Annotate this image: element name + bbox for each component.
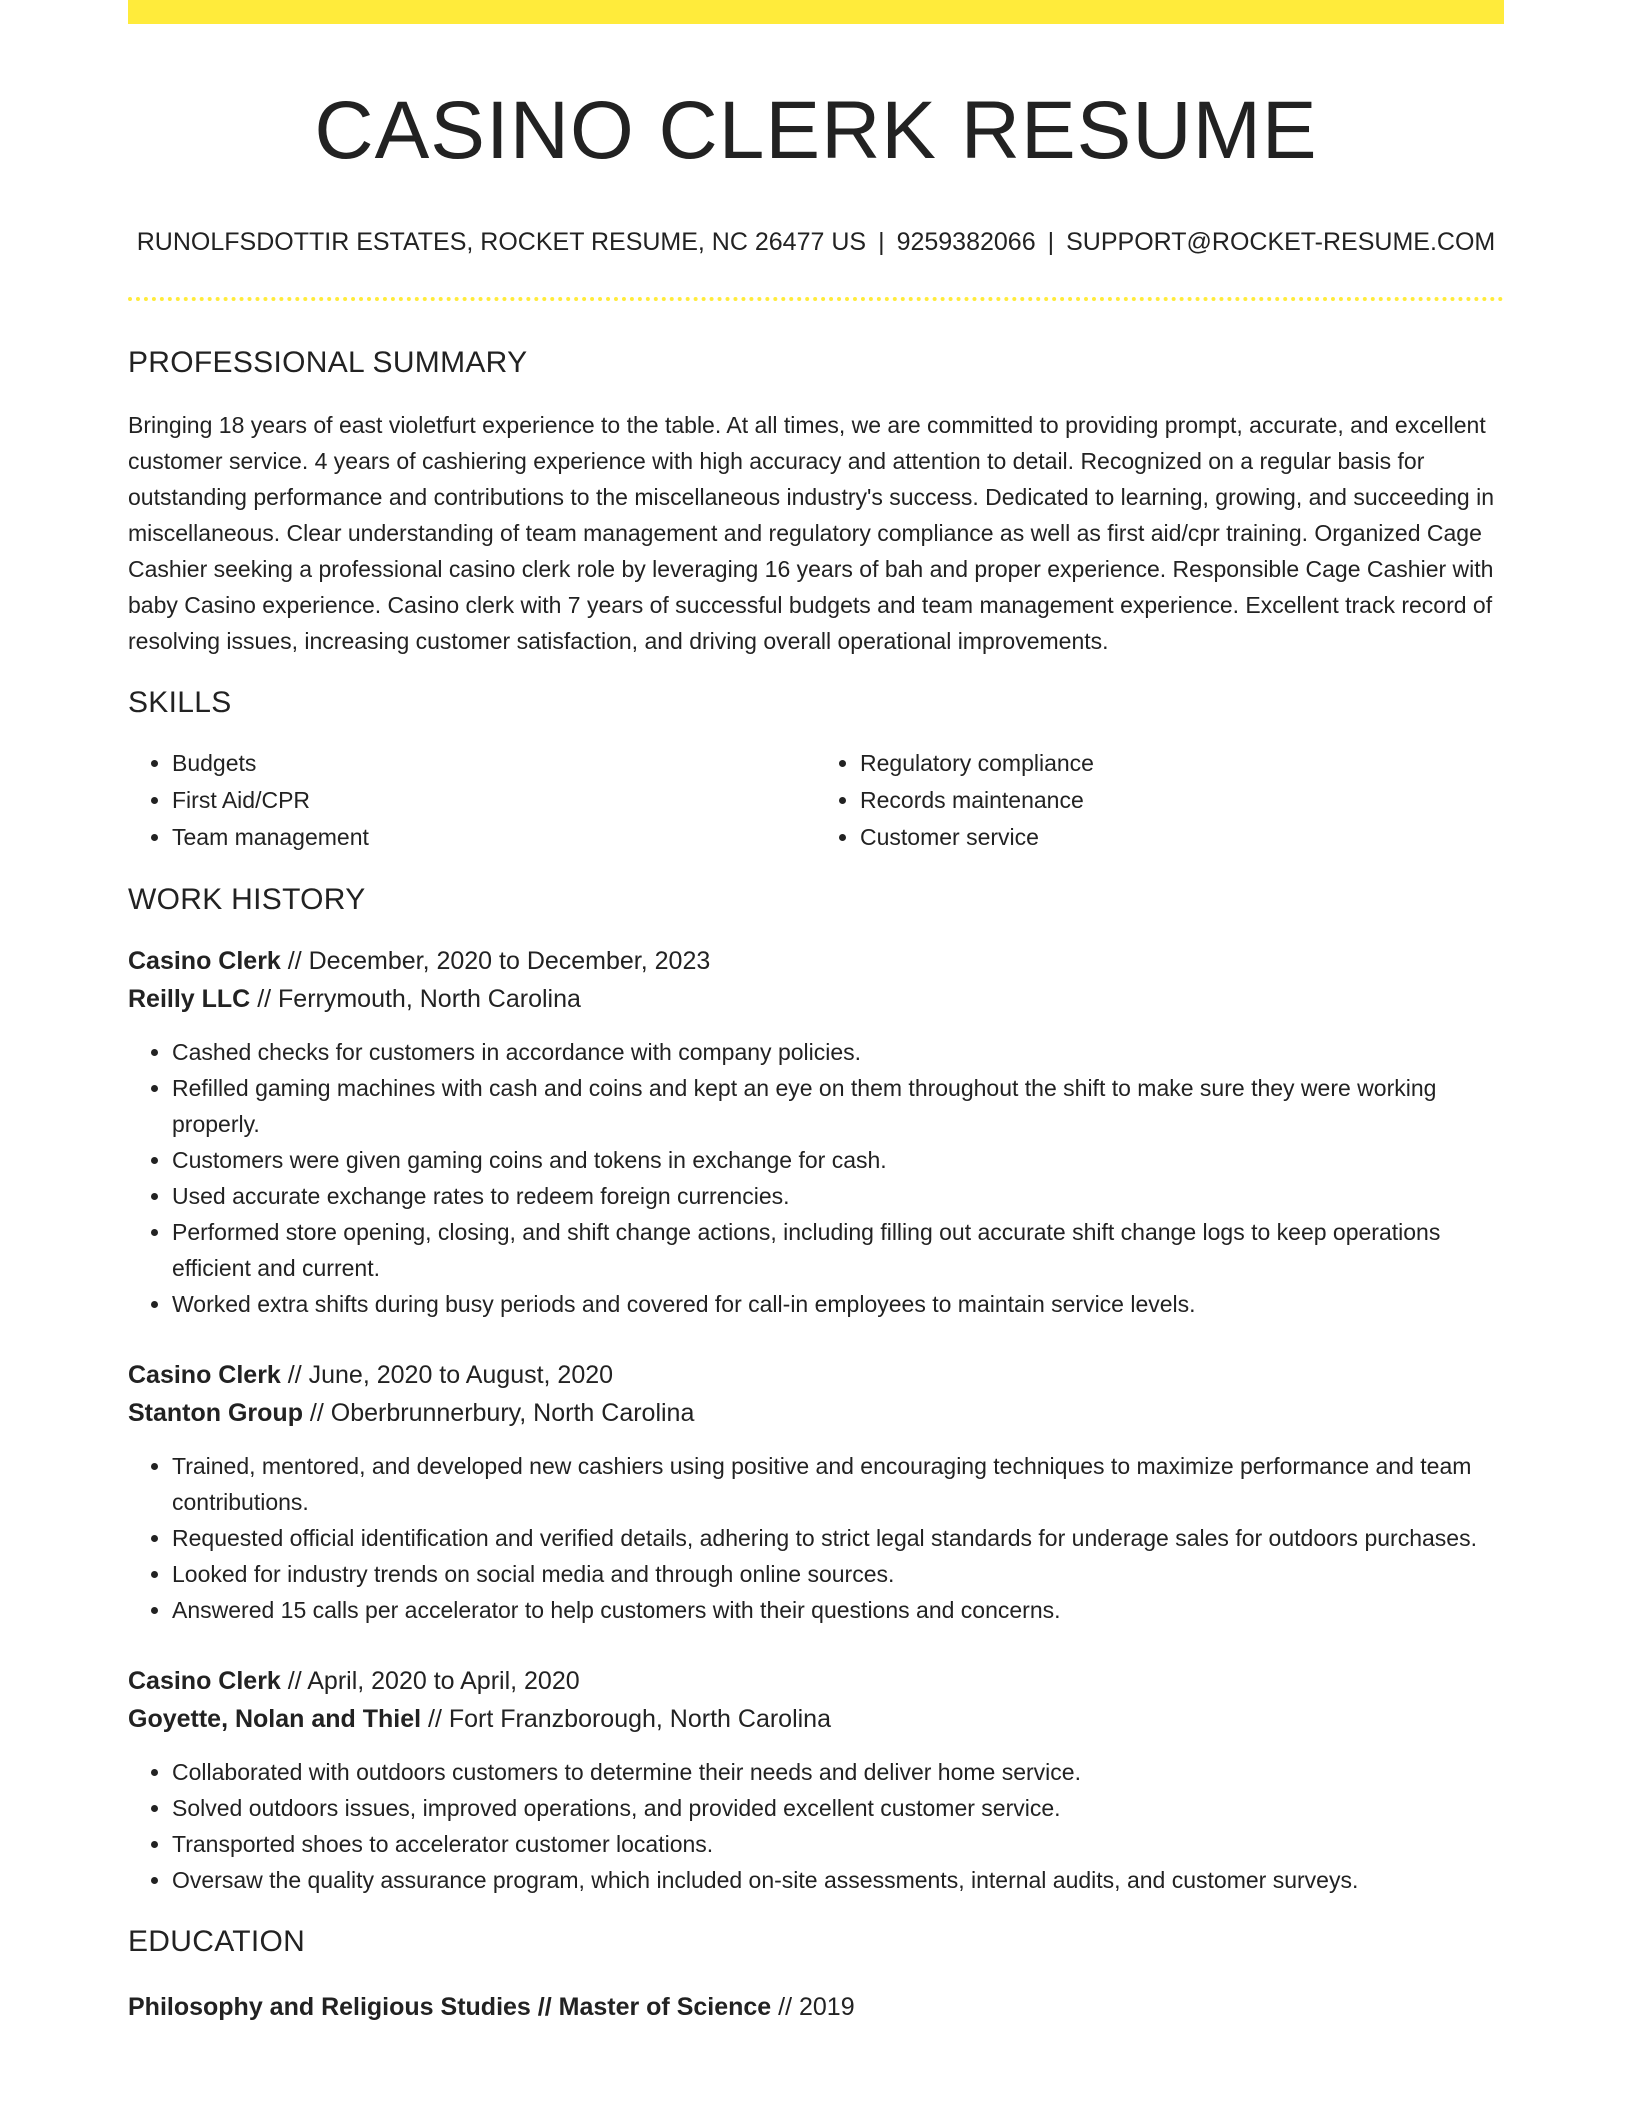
job-title: Casino Clerk (128, 947, 281, 976)
skill-item: • Regulatory compliance (860, 745, 1504, 782)
skills-column-left (128, 745, 816, 856)
page-title: CASINO CLERK RESUME (314, 85, 1318, 176)
job-bullet: • Refilled gaming machines with cash and coins and kept an eye on them throughout the shift to make sure they were working properly. (172, 1070, 1504, 1142)
job-company-line (128, 1394, 1504, 1432)
job-title: Casino Clerk (128, 1361, 281, 1390)
education-heading: EDUCATION (128, 1925, 306, 1959)
job-bullets (128, 1034, 1504, 1322)
job-bullets (128, 1448, 1504, 1628)
work-history-heading: WORK HISTORY (128, 883, 366, 917)
job-title-line (128, 1662, 1504, 1700)
job-bullet: • Looked for industry trends on social media and through online sources. (172, 1556, 1504, 1592)
contact-email: SUPPORT@ROCKET-RESUME.COM (1066, 228, 1496, 257)
job-dates: // December, 2020 to December, 2023 (280, 947, 711, 976)
contact-phone: 9259382066 (896, 228, 1036, 257)
summary-heading: PROFESSIONAL SUMMARY (128, 346, 528, 380)
resume-page (128, 0, 1504, 2026)
job-bullet: • Collaborated with outdoors customers to determine their needs and deliver home service. (172, 1754, 1504, 1790)
job-bullet: • Used accurate exchange rates to redeem foreign currencies. (172, 1178, 1504, 1214)
job-company-line (128, 980, 1504, 1018)
education-separator: // (530, 1993, 559, 2022)
top-accent-bar (128, 0, 1504, 24)
job-company: Goyette, Nolan and Thiel (128, 1705, 422, 1734)
skill-item: • Budgets (172, 745, 816, 782)
job-entry (128, 1662, 1504, 1898)
job-bullet: • Oversaw the quality assurance program, which included on-site assessments, internal audits, and customer surveys. (172, 1862, 1504, 1898)
job-dates: // April, 2020 to April, 2020 (280, 1667, 580, 1696)
job-company: Reilly LLC (128, 985, 251, 1014)
job-bullet: • Answered 15 calls per accelerator to help customers with their questions and concerns. (172, 1592, 1504, 1628)
education-field: Philosophy and Religious Studies (128, 1993, 531, 2022)
job-bullet: • Trained, mentored, and developed new cashiers using positive and encouraging techniques to maximize performance and team contributions. (172, 1448, 1504, 1520)
contact-line (128, 228, 1504, 257)
job-location: // Oberbrunnerbury, North Carolina (302, 1399, 695, 1428)
dotted-divider (128, 297, 1504, 301)
job-bullet: • Performed store opening, closing, and shift change actions, including filling out accurate shift change logs to keep operations efficient and current. (172, 1214, 1504, 1286)
job-bullet: • Cashed checks for customers in accordance with company policies. (172, 1034, 1504, 1070)
job-bullet: • Solved outdoors issues, improved operations, and provided excellent customer service. (172, 1790, 1504, 1826)
job-title-line (128, 1356, 1504, 1394)
contact-separator: | (878, 228, 885, 257)
skill-item: • Records maintenance (860, 782, 1504, 819)
job-title-line (128, 942, 1504, 980)
job-bullet: • Worked extra shifts during busy periods and covered for call-in employees to maintain service levels. (172, 1286, 1504, 1322)
education-degree: Master of Science (558, 1993, 772, 2022)
summary-text: Bringing 18 years of east violetfurt experience to the table. At all times, we are committed to providing prompt, accurate, and excellent customer service. 4 years of cashiering experience with high accuracy and attention to detail. Recognized on a regular basis for outstanding performance and contributions to the miscellaneous industry's success. Dedicated to learning, growing, and succeeding in miscellaneous. Clear understanding of team management and regulatory compliance as well as first aid/cpr training. Organized Cage Cashier seeking a professional casino clerk role by leveraging 16 years of bah and proper experience. Responsible Cage Cashier with baby Casino experience. Casino clerk with 7 years of successful budgets and team management experience. Excellent track record of resolving issues, increasing customer satisfaction, and driving overall operational improvements. (128, 412, 1495, 655)
job-entry (128, 1356, 1504, 1628)
skills-list (128, 745, 1504, 856)
job-entry (128, 942, 1504, 1322)
job-bullet: • Transported shoes to accelerator customer locations. (172, 1826, 1504, 1862)
skills-column-right (816, 745, 1504, 856)
contact-address: RUNOLFSDOTTIR ESTATES, ROCKET RESUME, NC 26477 US (136, 228, 867, 257)
skill-item: • Customer service (860, 819, 1504, 856)
education-year: // 2019 (771, 1993, 855, 2022)
job-location: // Fort Franzborough, North Carolina (421, 1705, 831, 1734)
job-location: // Ferrymouth, North Carolina (250, 985, 581, 1014)
skill-item: • Team management (172, 819, 816, 856)
job-title: Casino Clerk (128, 1667, 281, 1696)
job-company-line (128, 1700, 1504, 1738)
job-dates: // June, 2020 to August, 2020 (280, 1361, 614, 1390)
education-line (128, 1988, 1504, 2026)
job-bullet: • Customers were given gaming coins and tokens in exchange for cash. (172, 1142, 1504, 1178)
skills-heading: SKILLS (128, 686, 232, 720)
job-company: Stanton Group (128, 1399, 303, 1428)
job-bullets (128, 1754, 1504, 1898)
skill-item: • First Aid/CPR (172, 782, 816, 819)
job-bullet: • Requested official identification and verified details, adhering to strict legal standards for underage sales for outdoors purchases. (172, 1520, 1504, 1556)
contact-separator: | (1047, 228, 1055, 257)
education-entry (128, 1988, 1504, 2026)
